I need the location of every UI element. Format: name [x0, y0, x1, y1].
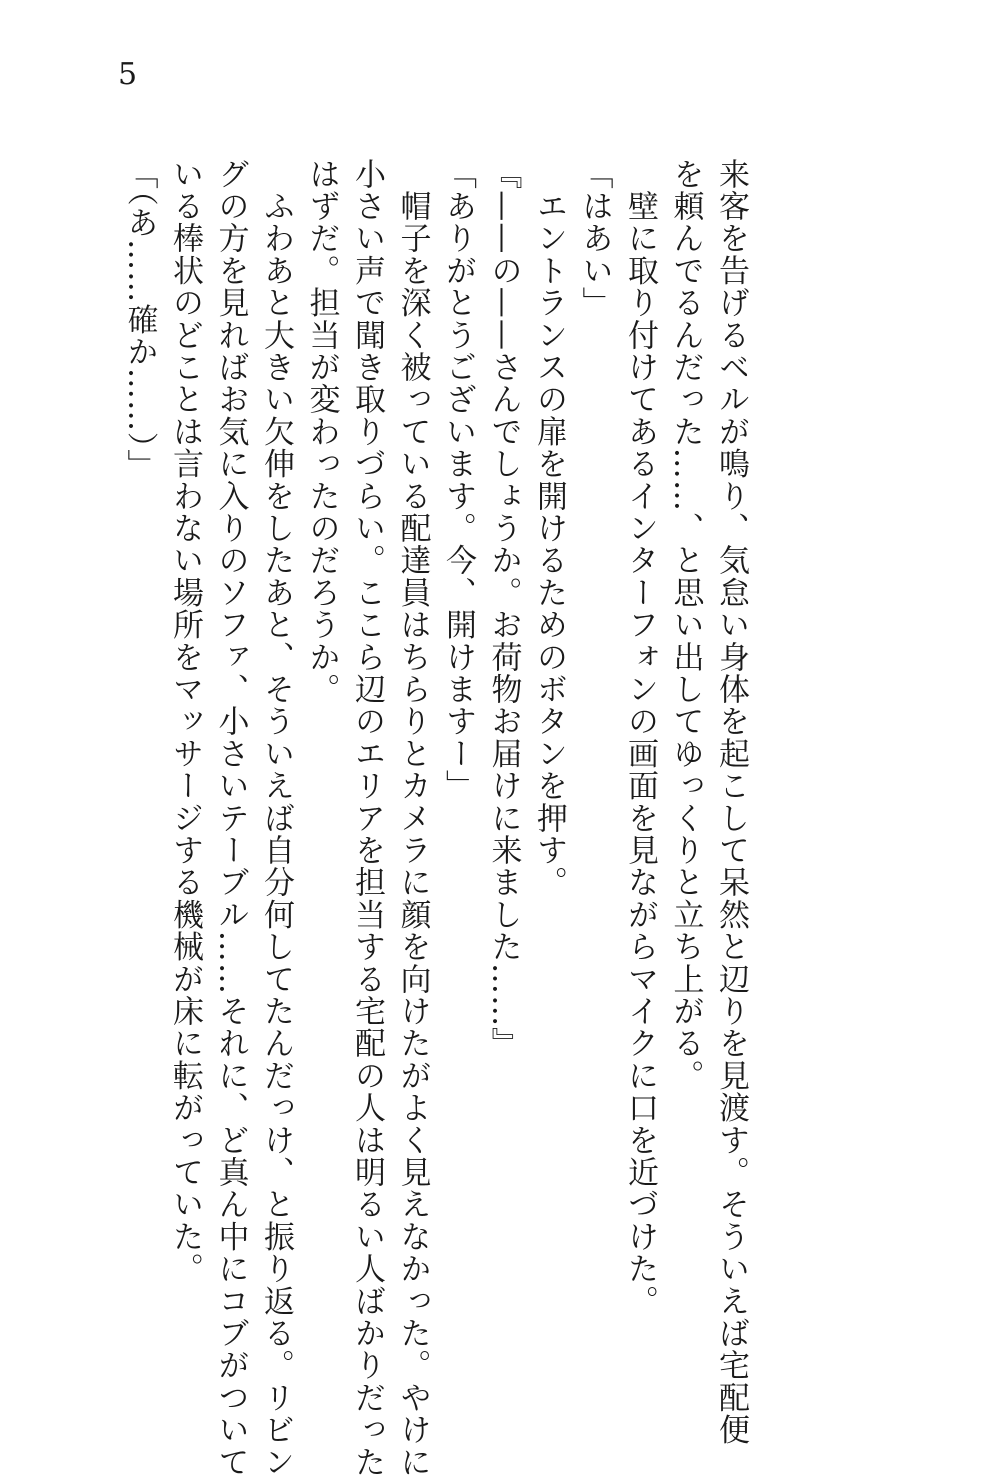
vertical-text-body	[116, 158, 753, 1478]
text-line: 帽子を深く被っている配達員はちらりとカメラに顔を向けたがよく見えなかった。やけに	[394, 158, 431, 1478]
text-line: エントランスの扉を開けるためのボタンを押す。	[531, 158, 567, 899]
text-line: 壁に取り付けてあるインターフォンの画面を見ながらマイクに口を近づけた。	[622, 158, 658, 1318]
text-line: 『——の——さんでしょうか。お荷物お届けに来ました……』	[485, 158, 522, 1060]
text-line: はずだ。担当が変わったのだろうか。	[303, 158, 340, 706]
text-line: 「ありがとうございます。今、開けますー」	[440, 158, 476, 802]
text-line: 小さい声で聞き取りづらい。ここら辺のエリアを担当する宅配の人は明るい人ばかりだった	[349, 158, 385, 1478]
text-line: グの方を見ればお気に入りのソファ、小さいテーブル……それに、ど真ん中にコブがついて	[212, 158, 249, 1478]
text-line: 「はあい」	[576, 158, 613, 319]
text-line: を頼んでるんだった……、と思い出してゆっくりと立ち上がる。	[667, 158, 704, 1092]
text-line: 来客を告げるベルが鳴り、気怠い身体を起こして呆然と辺りを見渡す。そういえば宅配便	[713, 158, 749, 1447]
page-number: 5	[118, 57, 138, 92]
text-line: ふわあと大きい欠伸をしたあと、そういえば自分何してたんだっけ、と振り返る。リビン	[258, 158, 294, 1478]
text-line: いる棒状のどことは言わない場所をマッサージする機械が床に転がっていた。	[167, 158, 203, 1285]
text-line: 「（あ……確か……）」	[121, 158, 158, 482]
